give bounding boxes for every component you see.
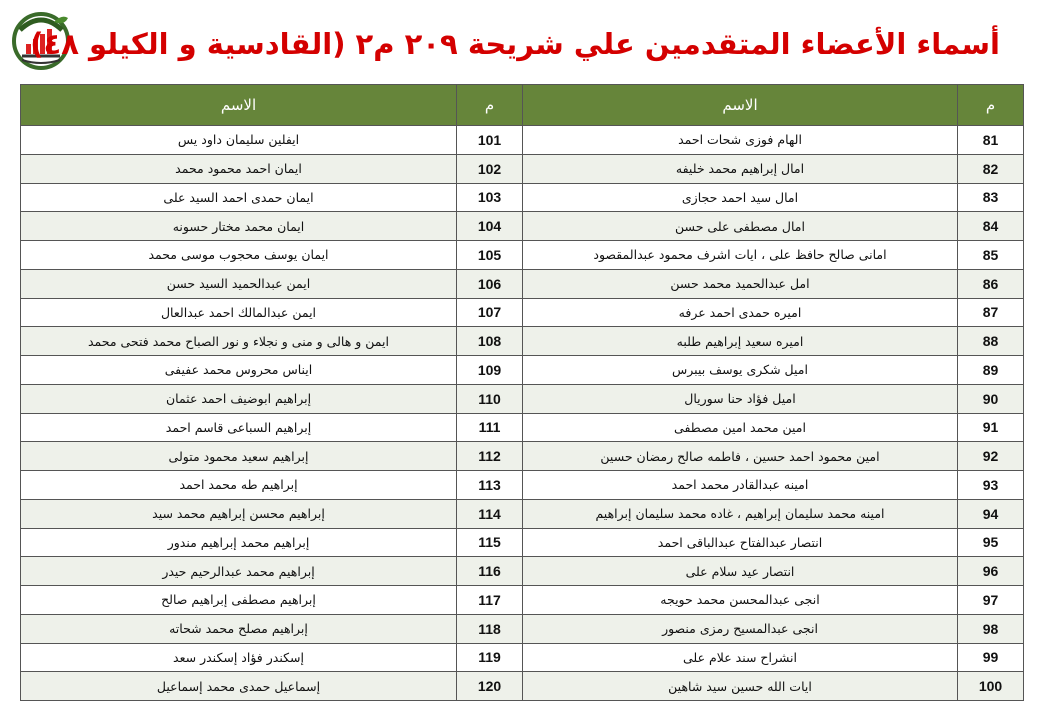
table-row <box>21 413 1024 442</box>
member-name-cell: امل عبدالحميد محمد حسن <box>523 269 958 298</box>
row-number-cell: 94 <box>958 499 1024 528</box>
table-row <box>21 557 1024 586</box>
row-number-cell: 100 <box>958 672 1024 701</box>
member-name-cell: إسكندر فؤاد إسكندر سعد <box>21 643 457 672</box>
row-number-cell: 99 <box>958 643 1024 672</box>
member-name-cell: إبراهيم محمد إبراهيم مندور <box>21 528 457 557</box>
member-name-cell: إبراهيم سعيد محمود متولى <box>21 442 457 471</box>
member-name-cell: انتصار عيد سلام على <box>523 557 958 586</box>
member-name-cell: ايمن عبدالمالك احمد عبدالعال <box>21 298 457 327</box>
member-name-cell: اميره حمدى احمد عرفه <box>523 298 958 327</box>
row-number-cell: 115 <box>457 528 523 557</box>
row-number-cell: 102 <box>457 154 523 183</box>
member-name-cell: إبراهيم طه محمد احمد <box>21 471 457 500</box>
row-number-cell: 119 <box>457 643 523 672</box>
row-number-cell: 89 <box>958 356 1024 385</box>
row-number-cell: 86 <box>958 269 1024 298</box>
row-number-cell: 117 <box>457 586 523 615</box>
row-number-cell: 81 <box>958 126 1024 155</box>
table-row <box>21 183 1024 212</box>
member-name-cell: إسماعيل حمدى محمد إسماعيل <box>21 672 457 701</box>
row-number-cell: 96 <box>958 557 1024 586</box>
member-name-cell: ايمن عبدالحميد السيد حسن <box>21 269 457 298</box>
row-number-cell: 92 <box>958 442 1024 471</box>
row-number-cell: 97 <box>958 586 1024 615</box>
member-name-cell: ايات الله حسين سيد شاهين <box>523 672 958 701</box>
member-name-cell: امال سيد احمد حجازى <box>523 183 958 212</box>
member-name-cell: إبراهيم مصلح محمد شحاته <box>21 614 457 643</box>
table-row <box>21 154 1024 183</box>
row-number-cell: 118 <box>457 614 523 643</box>
row-number-cell: 88 <box>958 327 1024 356</box>
row-number-cell: 112 <box>457 442 523 471</box>
header-name-left: الاسم <box>21 85 457 126</box>
member-name-cell: إبراهيم السباعى قاسم احمد <box>21 413 457 442</box>
table-row <box>21 356 1024 385</box>
table-row <box>21 241 1024 270</box>
member-name-cell: ايمان محمد مختار حسونه <box>21 212 457 241</box>
row-number-cell: 104 <box>457 212 523 241</box>
row-number-cell: 93 <box>958 471 1024 500</box>
member-name-cell: إبراهيم مصطفى إبراهيم صالح <box>21 586 457 615</box>
table-row <box>21 586 1024 615</box>
member-name-cell: الهام فوزى شحات احمد <box>523 126 958 155</box>
table-row <box>21 614 1024 643</box>
member-name-cell: اميره سعيد إبراهيم طلبه <box>523 327 958 356</box>
member-name-cell: انشراح سند علام على <box>523 643 958 672</box>
table-row <box>21 643 1024 672</box>
table-row <box>21 212 1024 241</box>
member-name-cell: ايمان يوسف محجوب موسى محمد <box>21 241 457 270</box>
member-name-cell: ايناس محروس محمد عفيفى <box>21 356 457 385</box>
member-name-cell: انجى عبدالمحسن محمد حويجه <box>523 586 958 615</box>
row-number-cell: 82 <box>958 154 1024 183</box>
row-number-cell: 91 <box>958 413 1024 442</box>
header-num-right: م <box>958 85 1024 126</box>
row-number-cell: 113 <box>457 471 523 500</box>
member-name-cell: امال إبراهيم محمد خليفه <box>523 154 958 183</box>
table-row <box>21 126 1024 155</box>
member-name-cell: انجى عبدالمسيح رمزى منصور <box>523 614 958 643</box>
row-number-cell: 98 <box>958 614 1024 643</box>
member-name-cell: امين محمود احمد حسين ، فاطمه صالح رمضان حسين <box>523 442 958 471</box>
row-number-cell: 90 <box>958 384 1024 413</box>
member-name-cell: إبراهيم محمد عبدالرحيم حيدر <box>21 557 457 586</box>
row-number-cell: 103 <box>457 183 523 212</box>
member-name-cell: امينه محمد سليمان إبراهيم ، غاده محمد سليمان إبراهيم <box>523 499 958 528</box>
member-name-cell: ايمان احمد محمود محمد <box>21 154 457 183</box>
member-name-cell: انتصار عبدالفتاح عبدالباقى احمد <box>523 528 958 557</box>
table-header-row <box>21 85 1024 126</box>
row-number-cell: 84 <box>958 212 1024 241</box>
header-num-left: م <box>457 85 523 126</box>
member-name-cell: اميل فؤاد حنا سوريال <box>523 384 958 413</box>
row-number-cell: 108 <box>457 327 523 356</box>
table-row <box>21 528 1024 557</box>
row-number-cell: 101 <box>457 126 523 155</box>
row-number-cell: 87 <box>958 298 1024 327</box>
member-name-cell: امين محمد امين مصطفى <box>523 413 958 442</box>
row-number-cell: 85 <box>958 241 1024 270</box>
row-number-cell: 116 <box>457 557 523 586</box>
member-name-cell: امينه عبدالقادر محمد احمد <box>523 471 958 500</box>
table-row <box>21 269 1024 298</box>
row-number-cell: 109 <box>457 356 523 385</box>
table-row <box>21 384 1024 413</box>
table-row <box>21 499 1024 528</box>
member-name-cell: امانى صالح حافظ على ، ايات اشرف محمود عبدالمقصود <box>523 241 958 270</box>
member-name-cell: إبراهيم محسن إبراهيم محمد سيد <box>21 499 457 528</box>
table-row <box>21 327 1024 356</box>
row-number-cell: 114 <box>457 499 523 528</box>
row-number-cell: 95 <box>958 528 1024 557</box>
header <box>0 0 1040 82</box>
member-name-cell: ايمن و هالى و منى و نجلاء و نور الصباح محمد فتحى محمد <box>21 327 457 356</box>
table-row <box>21 471 1024 500</box>
header-name-right: الاسم <box>523 85 958 126</box>
table-row <box>21 672 1024 701</box>
row-number-cell: 111 <box>457 413 523 442</box>
row-number-cell: 107 <box>457 298 523 327</box>
member-name-cell: اميل شكرى يوسف بيبرس <box>523 356 958 385</box>
row-number-cell: 110 <box>457 384 523 413</box>
member-name-cell: إبراهيم ابوضيف احمد عثمان <box>21 384 457 413</box>
member-name-cell: ايفلين سليمان داود يس <box>21 126 457 155</box>
table-row <box>21 442 1024 471</box>
row-number-cell: 105 <box>457 241 523 270</box>
members-table <box>20 84 1024 701</box>
row-number-cell: 120 <box>457 672 523 701</box>
page-title: أسماء الأعضاء المتقدمين علي شريحة ٢٠٩ م٢ (القادسية و الكيلو ٤٨) <box>30 27 1000 61</box>
row-number-cell: 106 <box>457 269 523 298</box>
row-number-cell: 83 <box>958 183 1024 212</box>
member-name-cell: ايمان حمدى احمد السيد على <box>21 183 457 212</box>
member-name-cell: امال مصطفى على حسن <box>523 212 958 241</box>
table-row <box>21 298 1024 327</box>
